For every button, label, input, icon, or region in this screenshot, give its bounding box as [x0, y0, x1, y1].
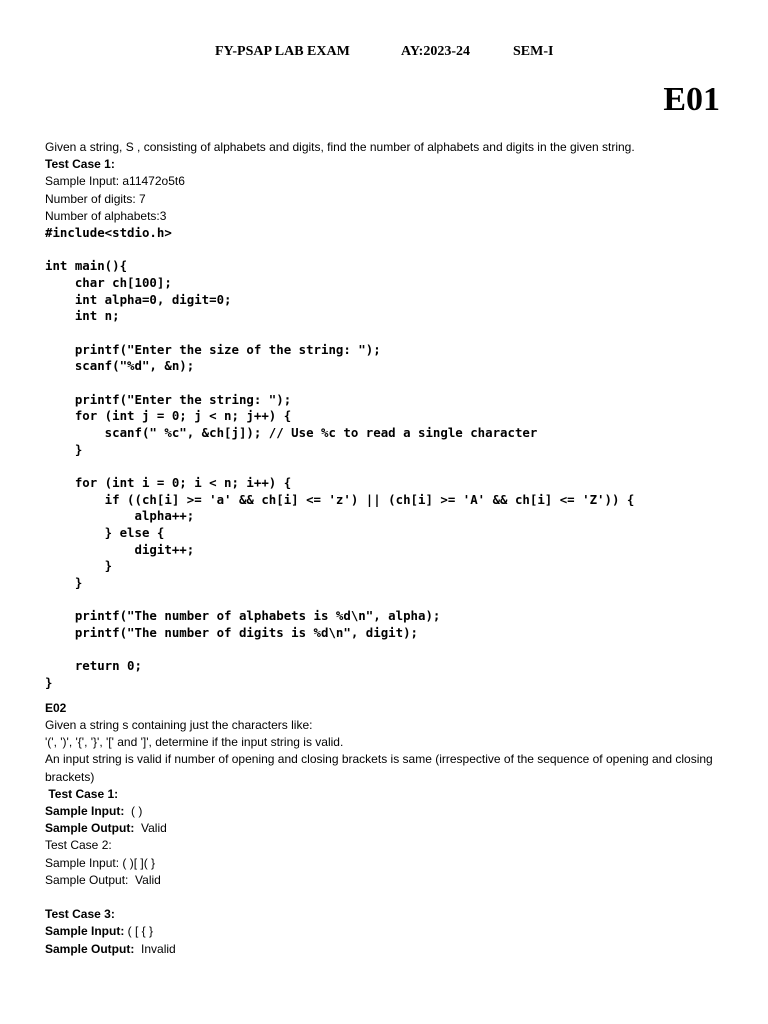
problem2-tc3-output: [45, 941, 735, 958]
problem1-alphabets-count: Number of alphabets:3: [45, 208, 167, 223]
problem2-tc2-label: Test Case 2:: [45, 838, 112, 853]
tc3-input-label: Sample Input:: [45, 924, 125, 939]
problem1-source-code: #include<stdio.h> int main(){ char ch[100]; int alpha=0, digit=0; int n; printf("Enter the size of the string: "); scanf("%d", &n); printf("Enter the string: "); for (int j = 0; j < n; j++) { scanf(" %c", &ch[j]); // Use %c to read a single character } for (int i = 0; i < n; i++) { if ((ch[i] >= 'a' && ch[i] <= 'z') || (ch[i] >= 'A' && ch[i] <= 'Z')) { alpha++; } else { digit++; } } printf("The number of alphabets is %d\n", alpha); printf("The number of digits is %d\n", digit); return 0; }: [45, 225, 635, 691]
tc1-input-value: ( ): [124, 804, 143, 819]
tc1-output-label: Sample Output:: [45, 821, 135, 836]
tc3-input-value: ( [ { }: [124, 924, 154, 939]
problem2-tc2-output: Sample Output: Valid: [45, 872, 161, 887]
problem1-digits-count: Number of digits: 7: [45, 191, 146, 206]
problem2-rule: An input string is valid if number of opening and closing brackets is same (irrespective of the sequence of opening and closing brackets): [45, 752, 713, 784]
problem2-intro: Given a string s containing just the characters like:: [45, 718, 313, 733]
document-body: [45, 139, 735, 958]
tc3-output-value: Invalid: [134, 941, 176, 956]
problem1-statement: Given a string, S , consisting of alphabets and digits, find the number of alphabets and digits in the given string.: [45, 140, 635, 154]
exam-title: FY-PSAP LAB EXAM: [215, 44, 350, 59]
problem2-tc1-input: [45, 803, 735, 820]
blank-line: [45, 889, 735, 906]
problem2-characters: '(', ')', '{', '}', '[' and ']', determine if the input string is valid.: [45, 735, 344, 750]
semester: SEM-I: [513, 44, 554, 59]
tc1-input-label: Sample Input:: [45, 804, 125, 819]
problem2-tc3-label: Test Case 3:: [45, 907, 115, 922]
exam-header: [0, 44, 768, 64]
tc3-output-label: Sample Output:: [45, 941, 135, 956]
problem-code-e01: E01: [663, 81, 720, 118]
problem2-tc1-label: Test Case 1:: [45, 786, 119, 801]
problem2-code: E02: [45, 700, 67, 715]
problem2-tc2-input: Sample Input: ( )[ ]( }: [45, 855, 156, 870]
problem1-sample-input: Sample Input: a11472o5t6: [45, 174, 185, 189]
tc1-output-value: Valid: [134, 821, 167, 836]
problem2-tc1-output: [45, 820, 735, 837]
academic-year: AY:2023-24: [401, 44, 470, 59]
problem2-tc3-input: [45, 923, 735, 940]
problem1-test-case-label: Test Case 1:: [45, 157, 115, 172]
